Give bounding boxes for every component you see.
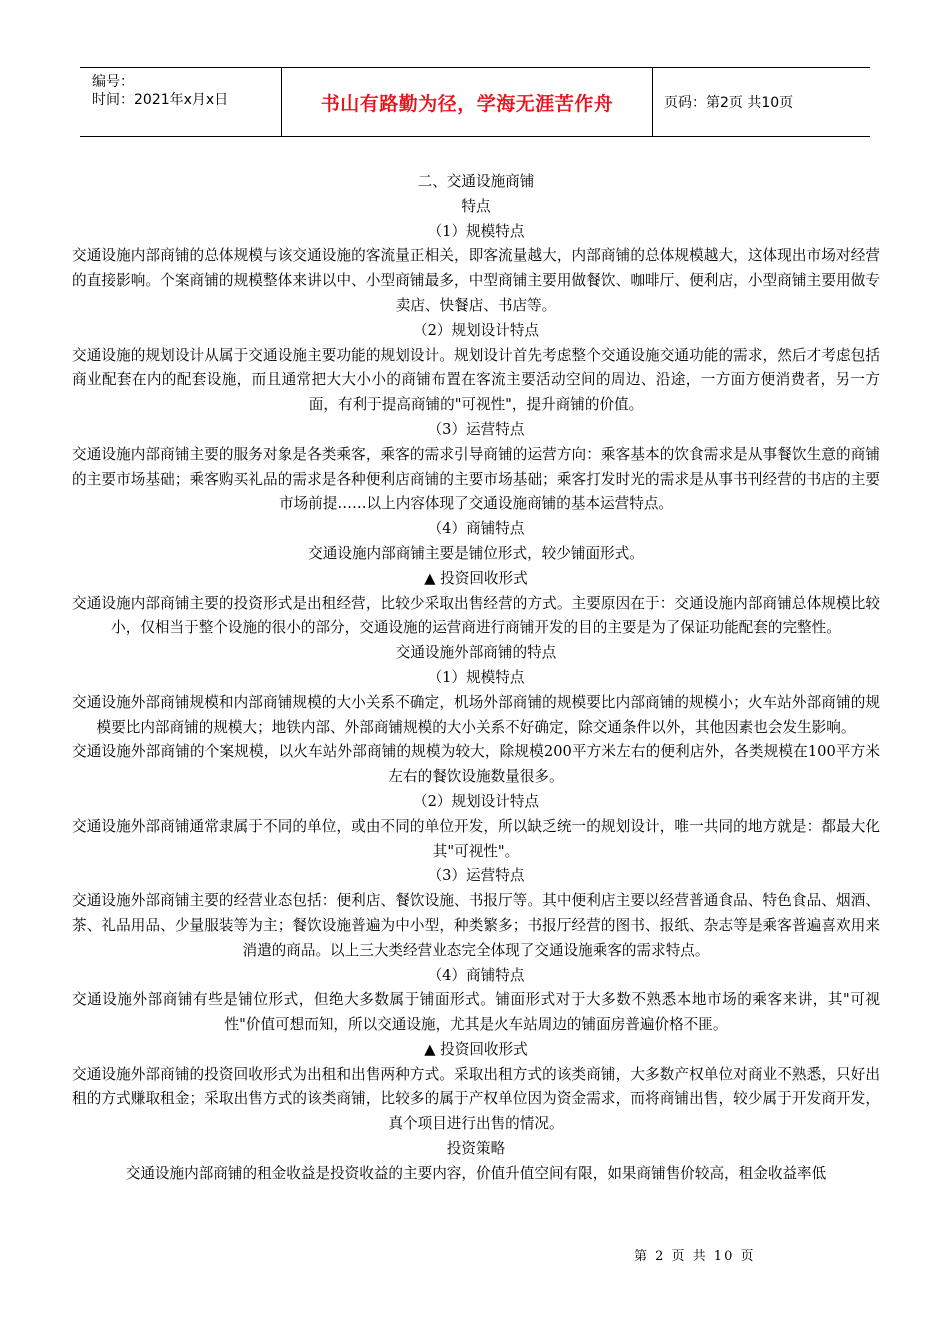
section-heading: （4）商铺特点	[427, 520, 525, 538]
paragraph: 交通设施外部商铺主要的经营业态包括：便利店、餐饮设施、书报厅等。其中便利店主要以经营普通食品、特色食品、烟酒、茶、礼品用品、少量服装等为主；餐饮设施普遍为中小型，种类繁多；书报厅经营的图书、报纸、杂志等是乘客普遍喜欢用来消遣的商品。以上三大类经营业态完全体现了交通设施乘客的需求特点。	[72, 892, 880, 959]
section-heading: （4）商铺特点	[427, 966, 525, 984]
section-heading: 特点	[461, 197, 491, 215]
section-heading: （3）运营特点	[427, 420, 525, 438]
header-motto-cell	[282, 68, 653, 136]
page-code: 页码：第2页 共10页	[664, 95, 794, 111]
section-heading: （2）规划设计特点	[412, 321, 540, 339]
header-page-cell	[652, 68, 870, 136]
section-heading: 交通设施外部商铺的特点	[395, 644, 557, 662]
paragraph: 交通设施外部商铺通常隶属于不同的单位，或由不同的单位开发，所以缺乏统一的规划设计，唯一共同的地方就是：都最大化其"可视性"。	[72, 817, 880, 860]
page-footer: 第 2 页 共 10 页	[634, 1249, 756, 1264]
paragraph: 交通设施外部商铺的投资回收形式为出租和出售两种方式。采取出租方式的该类商铺，大多数产权单位对商业不熟悉，只好出租的方式赚取租金；采取出售方式的该类商铺，比较多的属于产权单位因为资金需求，而将商铺出售，较少属于开发商开发，真个项目进行出售的情况。	[72, 1065, 880, 1133]
paragraph: 交通设施内部商铺主要是铺位形式，较少铺面形式。	[308, 544, 644, 562]
section-heading: （1）规模特点	[427, 222, 525, 240]
time-label: 时间：2021年x月x日	[92, 92, 229, 108]
paragraph: 交通设施外部商铺的个案规模，以火车站外部商铺的规模为较大，除规模200平方米左右的便利店外，各类规模在100平方米左右的餐饮设施数量很多。	[72, 743, 880, 786]
paragraph: 交通设施外部商铺有些是铺位形式，但绝大多数属于铺面形式。铺面形式对于大多数不熟悉本地市场的乘客来讲，其"可视性"价值可想而知，所以交通设施，尤其是火车站周边的铺面房普遍价格不匪。	[72, 991, 880, 1034]
paragraph: 交通设施内部商铺主要的投资形式是出租经营，比较少采取出售经营的方式。主要原因在于：交通设施内部商铺总体规模比较小，仅相当于整个设施的很小的部分，交通设施的运营商进行商铺开发的目的主要是为了保证功能配套的完整性。	[72, 594, 880, 637]
number-label: 编号：	[92, 74, 134, 90]
section-heading: （1）规模特点	[427, 668, 525, 686]
paragraph: 交通设施内部商铺的租金收益是投资收益的主要内容，价值升值空间有限，如果商铺售价较高，租金收益率低	[125, 1164, 827, 1182]
page-header	[80, 67, 870, 137]
paragraph: 交通设施外部商铺规模和内部商铺规模的大小关系不确定，机场外部商铺的规模要比内部商铺的规模小；火车站外部商铺的规模要比内部商铺的规模大；地铁内部、外部商铺规模的大小关系不好确定，除交通条件以外，其他因素也会发生影响。	[72, 693, 880, 736]
section-heading: 投资策略	[446, 1140, 506, 1158]
header-meta	[80, 68, 282, 136]
section-heading: （3）运营特点	[427, 867, 525, 885]
motto: 书山有路勤为径，学海无涯苦作舟	[320, 92, 614, 115]
section-heading: 二、交通设施商铺	[417, 173, 535, 190]
paragraph: 交通设施内部商铺主要的服务对象是各类乘客，乘客的需求引导商铺的运营方向：乘客基本的饮食需求是从事餐饮生意的商铺的主要市场基础；乘客购买礼品的需求是各种便利店商铺的主要市场基础；乘客打发时光的需求是从事书刊经营的书店的主要市场前提……以上内容体现了交通设施商铺的基本运营特点。	[72, 445, 880, 513]
section-heading: （2）规划设计特点	[412, 792, 540, 810]
section-heading: ▲ 投资回收形式	[424, 1040, 528, 1058]
section-heading: ▲ 投资回收形式	[424, 569, 528, 587]
paragraph: 交通设施内部商铺的总体规模与该交通设施的客流量正相关，即客流量越大，内部商铺的总体规模越大，这体现出市场对经营的直接影响。个案商铺的规模整体来讲以中、小型商铺最多，中型商铺主要用做餐饮、咖啡厅、便利店，小型商铺主要用做专卖店、快餐店、书店等。	[72, 247, 880, 314]
paragraph: 交通设施的规划设计从属于交通设施主要功能的规划设计。规划设计首先考虑整个交通设施交通功能的需求，然后才考虑包括商业配套在内的配套设施，而且通常把大大小小的商铺布置在客流主要活动空间的周边、沿途，一方面方便消费者，另一方面，有利于提高商铺的"可视性"，提升商铺的价值。	[72, 346, 880, 414]
document-body	[72, 170, 880, 1187]
